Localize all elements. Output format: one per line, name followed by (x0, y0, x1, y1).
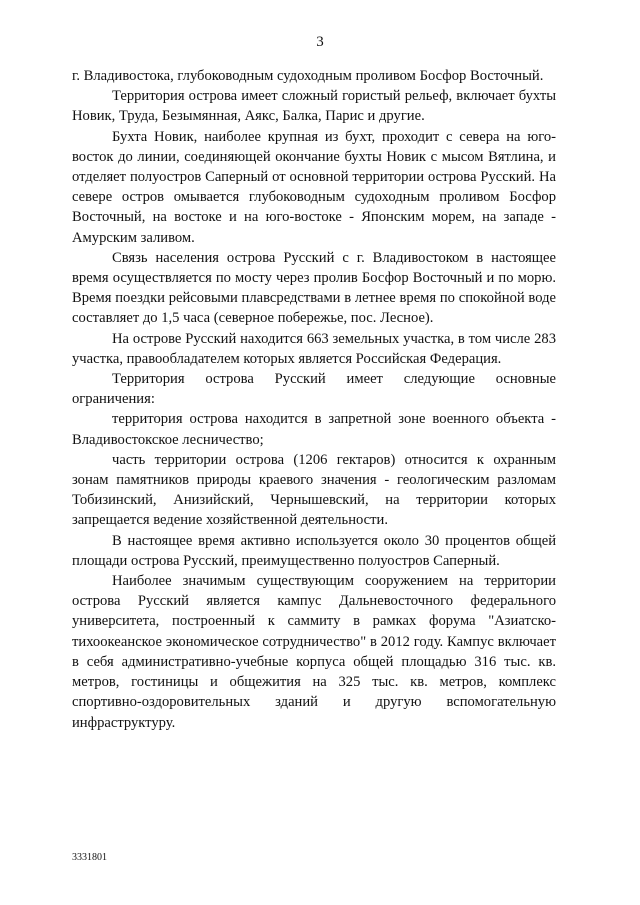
paragraph-6: Территория острова Русский имеет следующие основные ограничения: (72, 371, 556, 408)
paragraph-4: Связь населения острова Русский с г. Владивостоком в настоящее время осуществляется по мосту через пролив Босфор Восточный и по морю. Время поездки рейсовыми плавсредствами в летнее время по спокойной воде составляет до 1,5 часа (северное побережье, пос. Лесное). (72, 249, 556, 327)
paragraph-3: Бухта Новик, наиболее крупная из бухт, проходит с севера на юго-восток до линии, соединяющей окончание бухты Новик с мысом Вятлина, и отделяет полуостров Саперный от основной территории острова Русский. На севере остров омывается глубоководным судоходным проливом Босфор Восточный, на востоке и на юго-востоке - Японским морем, на западе - Амурским заливом. (72, 128, 556, 246)
paragraph-8: Наиболее значимым существующим сооружением на территории острова Русский является кампус Дальневосточного федерального университета, построенный к саммиту в рамках форума "Азиатско-тихоокеанское экономическое сотрудничество" в 2012 году. Кампус включает в себя административно-учебные корпуса общей площадью 316 тыс. кв. метров, гостиницы и общежития на 325 тыс. кв. метров, комплекс спортивно-оздоровительных зданий и другую вспомогательную инфраструктуру. (72, 573, 556, 731)
paragraph-5: На острове Русский находится 663 земельных участка, в том числе 283 участка, правообладателем которых является Российская Федерация. (72, 330, 556, 367)
paragraph-2: Территория острова имеет сложный гористый рельеф, включает бухты Новик, Труда, Безымянная, Аякс, Балка, Парис и другие. (72, 88, 556, 125)
document-body (72, 66, 556, 733)
list-item-2: часть территории острова (1206 гектаров) относится к охранным зонам памятников природы краевого значения - геологическим разломам Тобизинский, Анизийский, Чернышевский, на территории которых запрещается ведение хозяйственной деятельности. (72, 451, 556, 529)
list-item-1: территория острова находится в запретной зоне военного объекта - Владивостокское лесничество; (72, 411, 556, 448)
document-code: 3331801 (72, 852, 107, 863)
paragraph-7: В настоящее время активно используется около 30 процентов общей площади острова Русский, преимущественно полуостров Саперный. (72, 532, 556, 569)
page-number: 3 (316, 34, 324, 50)
paragraph-1: г. Владивостока, глубоководным судоходным проливом Босфор Восточный. (72, 68, 544, 84)
